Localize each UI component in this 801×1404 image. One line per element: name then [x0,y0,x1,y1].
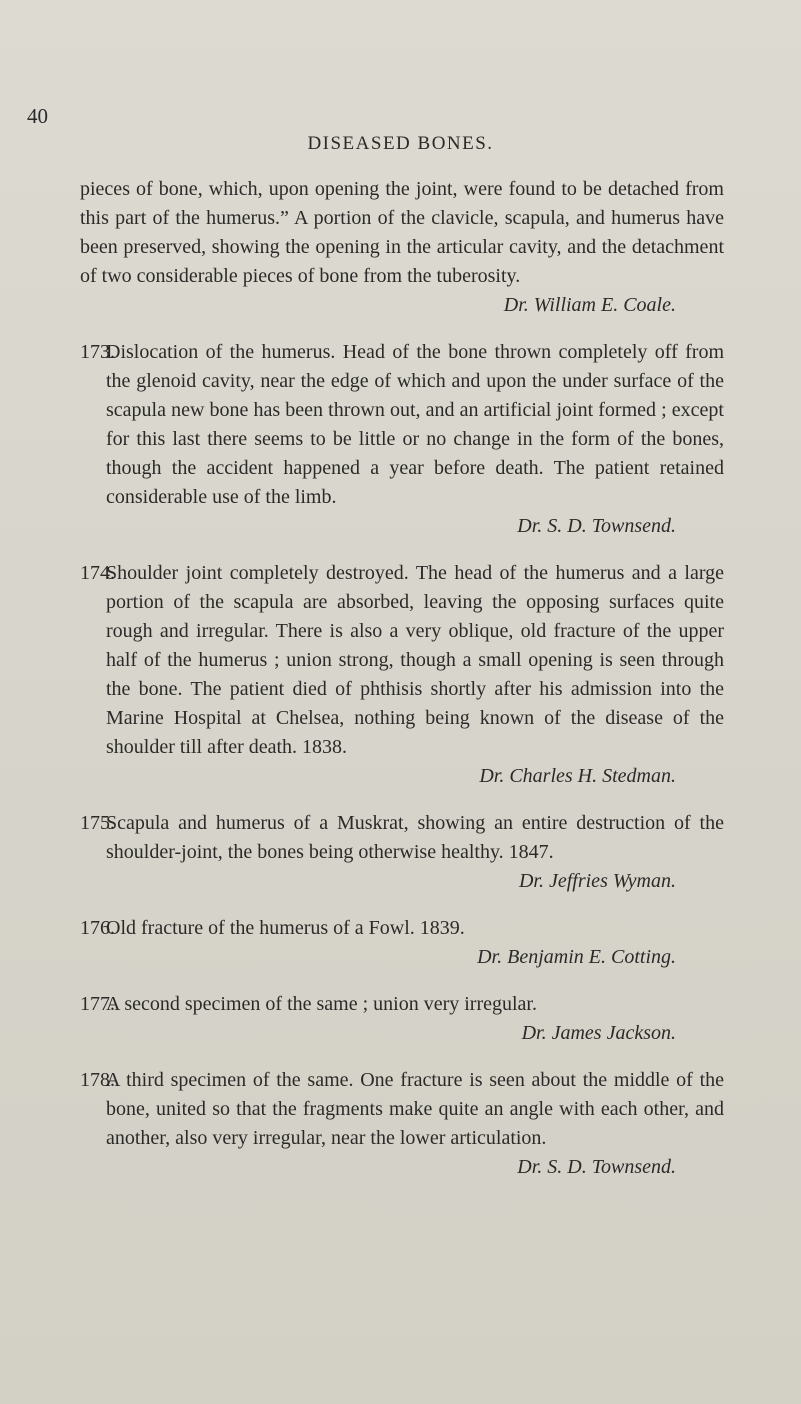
entry-attribution: Dr. S. D. Townsend. [517,1156,676,1178]
running-head: DISEASED BONES. [307,133,494,154]
entry-attribution: Dr. Charles H. Stedman. [479,765,676,787]
entry-177 [80,990,724,1048]
entry-attribution: Dr. James Jackson. [521,1022,676,1044]
text-block [80,175,724,1182]
entry-text: Scapula and humerus of a Muskrat, showing an entire destruction of the shoulder-joint, the bones being otherwise healthy. 1847. [106,812,724,863]
entry-text: Dislocation of the humerus. Head of the bone thrown completely off from the glenoid cavity, near the edge of which and upon the under surface of the scapula new bone has been thrown out, and an artificial joint formed ; except for this last there seems to be little or no change in the form of the bones, though the accident happened a year before death. The patient retained considerable use of the limb. [106,341,724,508]
entry-176 [80,914,724,972]
page-number: 40 [27,104,48,128]
entry-number: 177. [80,993,115,1015]
entry-174 [80,559,724,791]
entry-text: Old fracture of the humerus of a Fowl. 1839. [106,917,465,939]
entry-175 [80,809,724,896]
entry-text: Shoulder joint completely destroyed. The head of the humerus and a large portion of the scapula are absorbed, leaving the opposing surfaces quite rough and irregular. There is also a very oblique, old fracture of the upper half of the humerus ; union strong, though a small opening is seen through the bone. The patient died of phthisis shortly after his admission into the Marine Hospital at Chelsea, nothing being known of the disease of the shoulder till after death. 1838. [106,562,724,758]
entry-text: A second specimen of the same ; union very irregular. [106,993,537,1015]
entry-number: 178. [80,1069,115,1091]
entry-attribution: Dr. S. D. Townsend. [517,515,676,537]
continuation-paragraph: pieces of bone, which, upon opening the joint, were found to be detached from this part of the humerus.” A portion of the clavicle, scapula, and humerus have been preserved, showing the opening in the articular cavity, and the detachment of two considerable pieces of bone from the tuberosity. [80,178,724,287]
entry-attribution: Dr. Benjamin E. Cotting. [477,946,676,968]
entry-number: 176. [80,917,115,939]
entry-number: 174. [80,562,115,584]
entry-178 [80,1066,724,1182]
continuation-attribution: Dr. William E. Coale. [503,294,676,316]
entry-attribution: Dr. Jeffries Wyman. [518,870,676,892]
entry-text: A third specimen of the same. One fracture is seen about the middle of the bone, united so that the fragments make quite an angle with each other, and another, also very irregular, near the lower articulation. [106,1069,724,1149]
entry-number: 173. [80,341,115,363]
entry-number: 175. [80,812,115,834]
entry-173 [80,338,724,541]
